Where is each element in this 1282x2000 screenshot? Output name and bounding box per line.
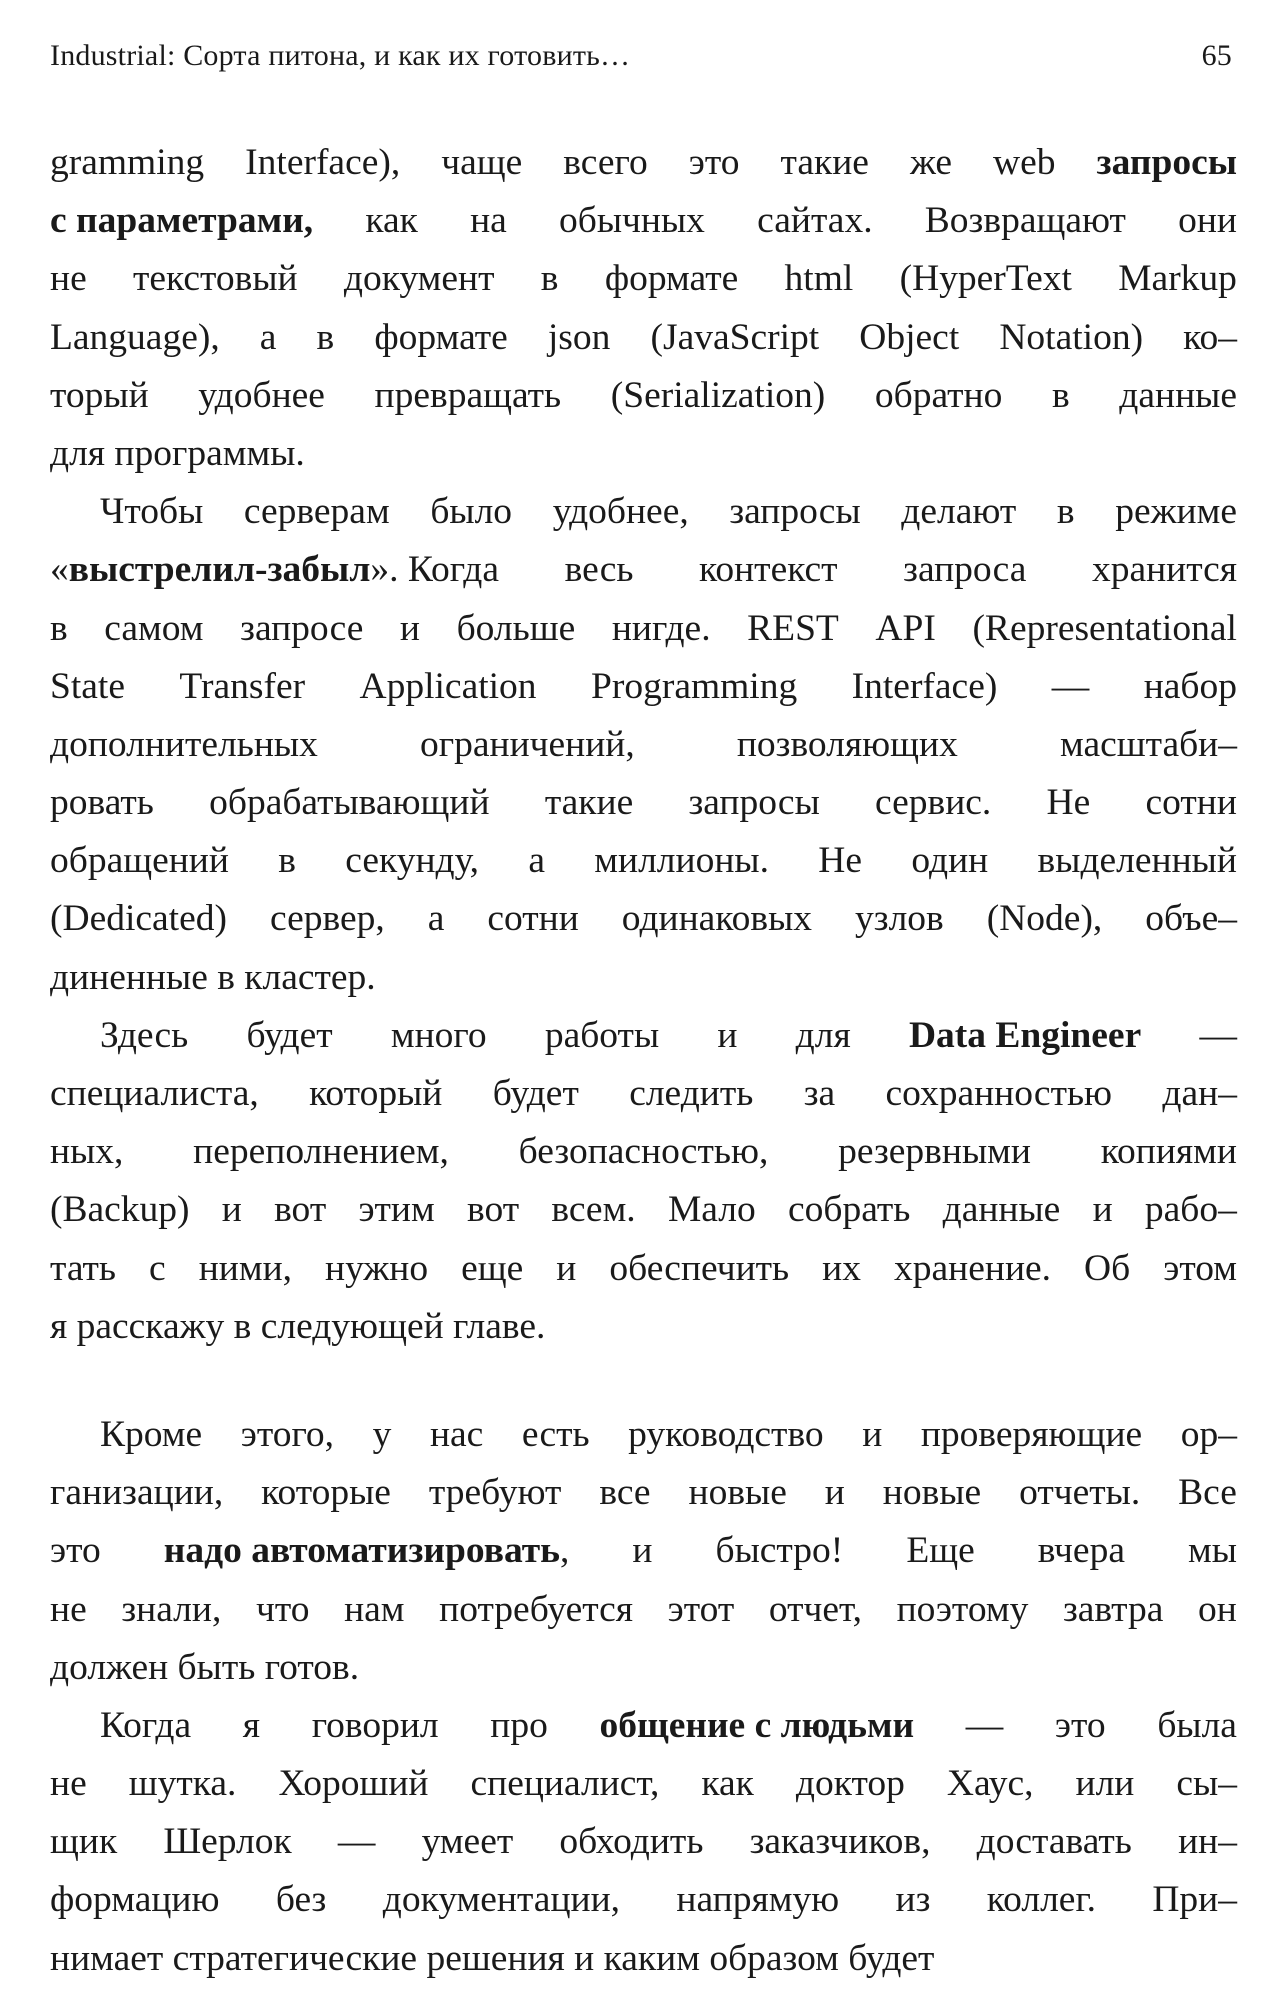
word: web	[993, 142, 1056, 183]
text-line	[50, 949, 1237, 1007]
text-line	[50, 716, 1237, 774]
word: запросе	[240, 607, 364, 649]
text-line	[50, 1065, 1237, 1123]
word: контекст	[699, 549, 838, 591]
word: и	[399, 607, 420, 649]
text-line	[50, 832, 1237, 890]
section-gap	[50, 1356, 1237, 1406]
word: нам	[344, 1588, 405, 1630]
word: умеет	[421, 1821, 514, 1863]
word: —	[1199, 1014, 1237, 1056]
text-line	[50, 1123, 1237, 1181]
text-line	[50, 1813, 1237, 1871]
text-line	[50, 192, 1237, 250]
word: запросы	[688, 782, 820, 824]
word: сотни	[487, 898, 579, 940]
word: ин–	[1178, 1821, 1237, 1863]
word: специалист,	[470, 1763, 660, 1805]
word: этот	[667, 1588, 735, 1630]
text-line	[50, 1871, 1237, 1929]
word: —	[1051, 665, 1090, 707]
word: и	[717, 1014, 738, 1056]
word: REST	[747, 607, 839, 649]
word: или	[1075, 1763, 1135, 1805]
word: html	[784, 258, 854, 300]
word: ных,	[50, 1131, 124, 1173]
bold-term: надо автоматизировать	[163, 1530, 560, 1572]
running-header	[50, 36, 1232, 76]
text-line	[50, 309, 1237, 367]
word: хранение.	[894, 1247, 1052, 1289]
word: их	[822, 1247, 861, 1289]
word: и	[574, 1937, 595, 1979]
word: Чтобы	[100, 491, 204, 533]
text-line	[50, 483, 1237, 541]
word: вот	[274, 1189, 327, 1231]
word: с	[149, 1247, 166, 1289]
word: это	[1054, 1704, 1106, 1746]
word: весь	[564, 549, 634, 591]
word: текстовый	[133, 258, 298, 300]
word: gramming	[50, 142, 205, 183]
word: дан–	[1162, 1073, 1237, 1114]
word: (Backup)	[50, 1189, 190, 1231]
word: а	[259, 316, 277, 358]
word: доктор	[795, 1763, 905, 1805]
word: Кроме	[100, 1413, 203, 1455]
word: Transfer	[179, 665, 306, 707]
word: сотни	[1145, 782, 1237, 824]
text-line	[50, 1298, 1237, 1356]
word: который	[309, 1073, 443, 1114]
text-line	[50, 890, 1237, 948]
word: каким	[603, 1937, 700, 1979]
text-line	[50, 600, 1237, 658]
word: ганизации,	[50, 1472, 224, 1514]
bold-term: Data Engineer	[908, 1014, 1142, 1056]
text-line	[50, 1755, 1237, 1813]
word: про	[490, 1704, 548, 1746]
word: быстро!	[715, 1530, 844, 1572]
text-line	[50, 250, 1237, 308]
word: будет	[848, 1937, 935, 1979]
text-line	[50, 1581, 1237, 1639]
word: Хороший	[278, 1763, 429, 1805]
word: делают	[901, 491, 1017, 533]
word: сайтах.	[757, 200, 873, 242]
word: обрабатывающий	[209, 782, 490, 824]
word: и	[221, 1189, 242, 1231]
word: это	[50, 1530, 101, 1572]
word: ко–	[1183, 316, 1237, 358]
word: API	[875, 607, 936, 649]
word: в	[278, 840, 296, 882]
text-line	[50, 1464, 1237, 1522]
word: рабо–	[1144, 1189, 1237, 1231]
word: Об	[1084, 1247, 1131, 1289]
word: самом	[104, 607, 204, 649]
word: в	[316, 316, 335, 358]
word: нигде.	[611, 607, 711, 649]
word: формате	[374, 316, 508, 358]
word: этим	[358, 1189, 435, 1231]
word: что	[255, 1588, 310, 1630]
text-line	[50, 1639, 1237, 1697]
word: (Node),	[986, 898, 1103, 940]
word: в	[540, 258, 559, 300]
word: которые	[261, 1472, 391, 1514]
word: у	[372, 1413, 392, 1455]
word: доставать	[976, 1821, 1132, 1863]
word: дополнительных	[50, 723, 318, 765]
text-line	[50, 658, 1237, 716]
word: Interface),	[245, 142, 401, 183]
word: превращать	[374, 374, 562, 416]
word: завтра	[1062, 1588, 1164, 1630]
word: удобнее	[198, 374, 325, 416]
word: отчеты.	[1019, 1472, 1141, 1514]
text-line	[50, 1930, 1237, 1988]
word: стратегические	[172, 1937, 418, 1979]
word: ,	[560, 1530, 570, 1572]
word: следить	[629, 1073, 754, 1114]
word: формацию	[50, 1879, 220, 1921]
word: не	[50, 1763, 87, 1805]
word: в	[50, 607, 68, 649]
text-line	[50, 134, 1237, 192]
word: работы	[544, 1014, 660, 1056]
word: нимает	[50, 1937, 164, 1979]
word: обходить	[559, 1821, 704, 1863]
word: формате	[604, 258, 739, 300]
word: говорил	[311, 1704, 439, 1746]
word: Programming	[590, 665, 798, 707]
word: это	[688, 142, 740, 183]
word: Хаус,	[946, 1763, 1034, 1805]
word: решения	[426, 1937, 565, 1979]
word: же	[909, 142, 953, 183]
bold-term: с параметрами,	[50, 200, 314, 242]
word: он	[1198, 1588, 1237, 1630]
word: мы	[1188, 1530, 1237, 1572]
word: Не	[818, 840, 863, 882]
word: сохранностью	[885, 1073, 1113, 1114]
word: Когда	[100, 1704, 192, 1746]
word: объе–	[1145, 898, 1237, 940]
word: данные	[942, 1189, 1061, 1231]
word: всем.	[551, 1189, 636, 1231]
word: (Dedicated)	[50, 898, 227, 940]
word: нужно	[325, 1247, 429, 1289]
text-line	[50, 425, 1237, 483]
word: такие	[780, 142, 869, 183]
word: данные	[1119, 374, 1237, 416]
word: (Serialization)	[610, 374, 826, 416]
text-line	[50, 1697, 1237, 1755]
paragraph	[50, 1406, 1237, 1697]
word: обратно	[874, 374, 1003, 416]
word: Не	[1046, 782, 1091, 824]
word: State	[50, 665, 125, 707]
word: резервными	[838, 1131, 1031, 1173]
word: напрямую	[676, 1879, 840, 1921]
word: а	[528, 840, 545, 882]
word: тать	[50, 1247, 117, 1289]
word: миллионы.	[594, 840, 769, 882]
word: нас	[429, 1413, 484, 1455]
word: щик	[50, 1821, 118, 1863]
word: и	[862, 1413, 883, 1455]
text-line	[50, 1240, 1237, 1298]
word: (JavaScript	[650, 316, 820, 358]
text-line	[50, 1181, 1237, 1239]
word: чаще	[441, 142, 523, 183]
word: руководство	[628, 1413, 824, 1455]
word: есть	[521, 1413, 590, 1455]
word: Language),	[50, 316, 220, 358]
word: поэтому	[896, 1588, 1029, 1630]
word: и	[556, 1247, 577, 1289]
paragraph	[50, 134, 1237, 483]
page-number: 65	[1201, 39, 1232, 72]
word: сервис.	[875, 782, 992, 824]
word: шутка.	[128, 1763, 237, 1805]
word: набор	[1143, 665, 1237, 707]
word: Interface)	[851, 665, 998, 707]
word: «	[50, 549, 69, 591]
word: не	[50, 258, 87, 300]
word: вот	[467, 1189, 520, 1231]
word: Notation)	[999, 316, 1144, 358]
word: для программы.	[50, 432, 305, 474]
word: позволяющих	[736, 723, 958, 765]
word: одинаковых	[621, 898, 813, 940]
word: было	[430, 491, 513, 533]
text-line	[50, 367, 1237, 425]
word: этом	[1163, 1247, 1237, 1289]
word: знали,	[121, 1588, 222, 1630]
word: ». Когда	[370, 549, 500, 591]
word: еще	[461, 1247, 524, 1289]
word: выделенный	[1037, 840, 1237, 882]
word: я расскажу в следующей главе.	[50, 1305, 546, 1347]
word: Здесь	[100, 1014, 189, 1056]
word: один	[911, 840, 989, 882]
word: как	[365, 200, 418, 242]
word: Возвращают	[924, 200, 1126, 242]
bold-term: запросы	[1096, 142, 1237, 183]
word: была	[1157, 1704, 1237, 1746]
word: переполнением,	[193, 1131, 449, 1173]
word: масштаби–	[1059, 723, 1237, 765]
word: для	[795, 1014, 851, 1056]
text-line	[50, 1522, 1237, 1580]
word: диненные в кластер.	[50, 956, 376, 998]
word: специалиста,	[50, 1073, 259, 1114]
word: режиме	[1115, 491, 1237, 533]
word: ор–	[1180, 1413, 1237, 1455]
word: Markup	[1118, 258, 1237, 300]
word: коллег.	[986, 1879, 1096, 1921]
word: должен быть готов.	[50, 1646, 360, 1688]
word: узлов	[855, 898, 944, 940]
word: как	[701, 1763, 754, 1805]
word: такие	[544, 782, 634, 824]
word: Application	[359, 665, 537, 707]
word: а	[427, 898, 445, 940]
word: торый	[50, 374, 149, 416]
word: —	[337, 1821, 376, 1863]
word: (HyperText	[899, 258, 1072, 300]
word: Мало	[667, 1189, 756, 1231]
word: удобнее,	[552, 491, 689, 533]
word: будет	[246, 1014, 333, 1056]
word: запроса	[903, 549, 1027, 591]
word: я	[242, 1704, 261, 1746]
word: и	[1092, 1189, 1113, 1231]
word: и	[632, 1530, 653, 1572]
paragraph	[50, 1007, 1237, 1356]
text-line	[50, 1406, 1237, 1464]
word: ровать	[50, 782, 154, 824]
text-line	[50, 774, 1237, 832]
word: копиями	[1100, 1131, 1237, 1173]
word: безопасностью,	[518, 1131, 769, 1173]
word: за	[803, 1073, 836, 1114]
word: —	[965, 1704, 1004, 1746]
word: хранится	[1091, 549, 1237, 591]
word: Еще	[906, 1530, 975, 1572]
bold-term: выстрелил-забыл	[68, 549, 371, 591]
paragraph	[50, 483, 1237, 1007]
word: всего	[563, 142, 648, 183]
word: (Representational	[972, 607, 1237, 649]
word: документ	[343, 258, 495, 300]
word: потребуется	[439, 1588, 633, 1630]
word: этого,	[240, 1413, 335, 1455]
word: обращений	[50, 840, 229, 882]
body-text	[50, 134, 1237, 1988]
word: новые	[882, 1472, 982, 1514]
running-title: Industrial: Сорта питона, и как их готовить…	[50, 39, 631, 72]
word: запросы	[729, 491, 861, 533]
word: обеспечить	[609, 1247, 790, 1289]
word: ними,	[198, 1247, 293, 1289]
word: обычных	[559, 200, 705, 242]
word: не	[50, 1588, 87, 1630]
word: собрать	[787, 1189, 911, 1231]
word: они	[1178, 200, 1237, 242]
word: на	[470, 200, 507, 242]
word: без	[275, 1879, 327, 1921]
word: Object	[859, 316, 960, 358]
word: Все	[1178, 1472, 1237, 1514]
word: много	[390, 1014, 487, 1056]
word: из	[895, 1879, 931, 1921]
word: документации,	[382, 1879, 621, 1921]
word: в	[1056, 491, 1075, 533]
word: вчера	[1037, 1530, 1125, 1572]
paragraph	[50, 1697, 1237, 1988]
word: образом	[709, 1937, 839, 1979]
word: секунду,	[345, 840, 480, 882]
word: в	[1051, 374, 1070, 416]
word: ограничений,	[419, 723, 635, 765]
word: При–	[1152, 1879, 1237, 1921]
bold-term: общение с людьми	[599, 1704, 915, 1746]
word: сы–	[1176, 1763, 1237, 1805]
word: будет	[492, 1073, 579, 1114]
word: сервер,	[269, 898, 385, 940]
text-line	[50, 541, 1237, 599]
word: заказчиков,	[749, 1821, 931, 1863]
text-line	[50, 1007, 1237, 1065]
word: новые	[688, 1472, 787, 1514]
word: Шерлок	[163, 1821, 292, 1863]
word: серверам	[243, 491, 390, 533]
word: требуют	[428, 1472, 562, 1514]
word: проверяющие	[920, 1413, 1143, 1455]
word: json	[547, 316, 611, 358]
word: и	[824, 1472, 845, 1514]
word: отчет,	[768, 1588, 862, 1630]
word: больше	[456, 607, 576, 649]
word: все	[599, 1472, 651, 1514]
